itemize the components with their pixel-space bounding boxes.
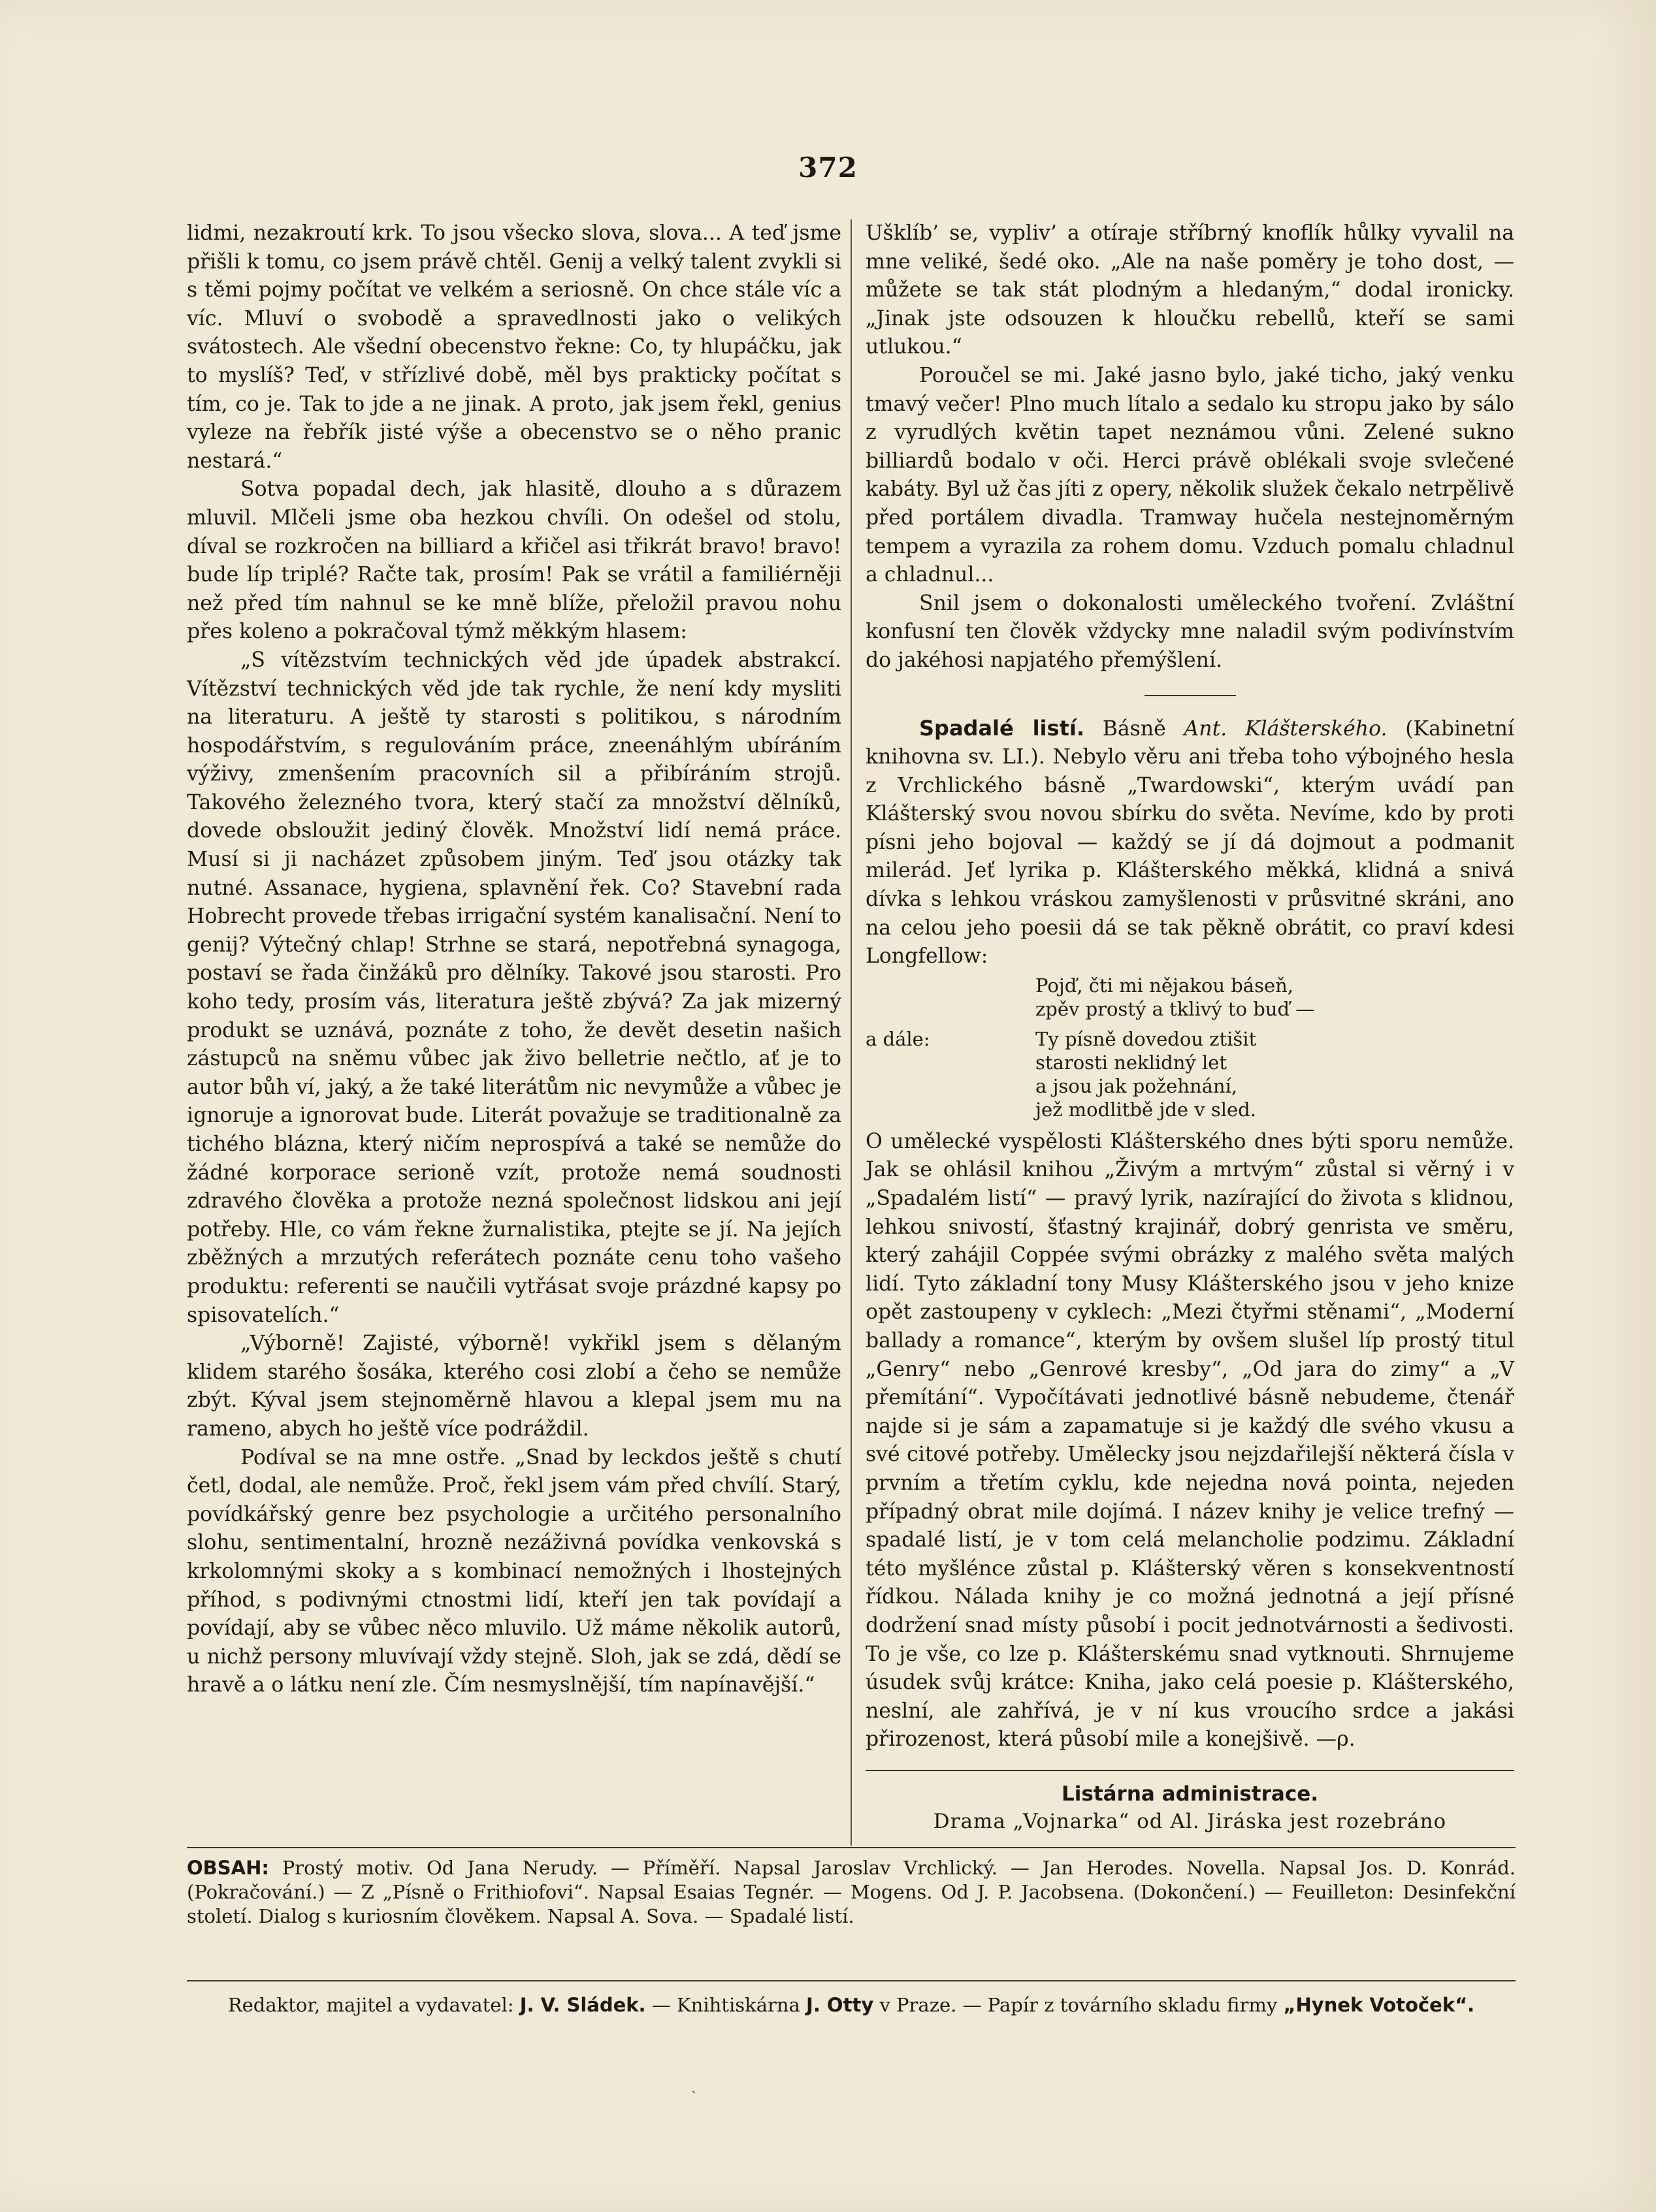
paper-speck: ˏ xyxy=(691,2076,696,2094)
poem-line: Pojď, čti mi nějakou báseň, xyxy=(1035,974,1294,997)
paragraph: Poroučel se mi. Jaké jasno bylo, jaké ticho, jaký venku tmavý večer! Plno much lítalo a sedalo ku stropu jako by sálo z vyrudlých květin tapet neznámou vůni. Zelené sukno billiardů bodalo v oči. Herci právě oblékali svoje svlečené kabáty. Byl už čas jíti z opery, několik služek čekalo netrpělivě před portálem divadla. Tramway hučela nestejnoměrným tempem a vyrazila za rohem domu. Vzduch pomalu chladnul a chladnul... xyxy=(866,363,1514,587)
listarna-text: Drama „Vojnarka“ od Al. Jiráska jest rozebráno xyxy=(933,1809,1447,1833)
column-divider xyxy=(851,219,852,1846)
imprint-editor: J. V. Sládek. xyxy=(519,1994,646,2016)
poem-quote-2 xyxy=(866,1027,1514,1121)
right-column xyxy=(866,219,1514,1835)
contents-text: Prostý motiv. Od Jana Nerudy. — Příměří. Napsal Jaroslav Vrchlický. — Jan Herodes. Novella. Napsal Jos. D. Konrád. (Pokračování.) — Z „Písně o Frithiofovi“. Napsal Esaias Tegnér. — Mogens. Od J. P. Jacobsena. (Dokončení.) — Feuilleton: Desinfekční století. Dialog s kuriosním člověkem. Napsal A. Sova. — Spadalé listí. xyxy=(187,1857,1516,1927)
poem-line: zpěv prostý a tklivý to buď — xyxy=(1035,997,1315,1020)
imprint-printer: J. Otty xyxy=(806,1994,874,2016)
poem-line: jež modlitbě jde v sled. xyxy=(1035,1098,1256,1121)
poem-line: a jsou jak požehnání, xyxy=(1035,1074,1238,1097)
listarna-heading: Listárna administrace. xyxy=(1061,1782,1319,1806)
review-paragraph xyxy=(866,714,1514,971)
review-title: Spadalé listí. xyxy=(919,715,1084,741)
imprint-top-rule xyxy=(187,1980,1516,1981)
page-number: 372 xyxy=(798,152,858,184)
review-signature: —ρ. xyxy=(1316,1727,1356,1752)
poem-line: Ty písně dovedou ztišit xyxy=(1035,1027,1257,1050)
imprint-prefix: Redaktor, majitel a vydavatel: xyxy=(227,1994,514,2016)
section-divider xyxy=(866,1770,1514,1771)
review-text: O umělecké vyspělosti Klášterského dnes býti sporu nemůže. Jak se ohlásil knihou „Živým a mrtvým“ zůstal si věrný i v „Spadalém listí“ — pravý lyrik, nazírající do života s klidnou, lehkou snivostí, šťastný krajinář, dobrý genrista ve směru, který zahájil Coppée svými obrázky z malého světa malých lidí. Tyto základní tony Musy Klášterského jsou v jeho knize opět zastoupeny v cyklech: „Mezi čtyřmi stěnami“, „Moderní ballady a romance“, kterým by ovšem slušel líp prostý titul „Genry“ nebo „Genrové kresby“, „Od jara do zimy“ a „V přemítání“. Vypočítávati jednotlivé básně nebudeme, čtenář najde si je sám a zapamatuje si je každý dle svého vkusu a své citové potřeby. Umělecky jsou nejzdařilejší některá čísla v prvním a třetím cyklu, kde nejedna nová pointa, nejeden případný obrat mile dojímá. I název knihy je velice trefný — spadalé listí, je v tom celá melancholie podzimu. Základní této myšlénce zůstal p. Klášterský věren s konsekventností řídkou. Nálada knihy je co možná jednotná a její přísné dodržení snad místy působí i pocit jednotvárnosti a šedivosti. To je vše, co lze p. Klášterskému snad vytknouti. Shrnujeme úsudek svůj krátce: Kniha, jako celá poesie p. Klášterského, neslní, ale zahřívá, je v ní kus vroucího srdce a jakási přirozenost, která působí mile a konejšivě. xyxy=(866,1129,1514,1752)
imprint xyxy=(187,1992,1516,2018)
table-of-contents xyxy=(187,1856,1516,1929)
review-paragraph xyxy=(866,1128,1514,1754)
poem-line: starosti neklidný let xyxy=(1035,1051,1227,1074)
review-text: (Kabinetní knihovna sv. LI.). Nebylo věru ani třeba toho výbojného hesla z Vrchlického básně „Twardowski“, kterým uvádí pan Klášterský svou novou sbírku do světa. Nevíme, kdo by proti písni jeho bojoval — každý se jí dá dojmout a podmanit milerád. Jeť lyrika p. Klášterského měkká, klidná a snivá dívka s lehkou vráskou zamyšlenosti v průsvitné skráni, ano na celou jeho poesii dá se tak pěkně obrátit, co praví kdesi Longfellow: xyxy=(866,716,1515,969)
paragraph: „S vítězstvím technických věd jde úpadek abstrakcí. Vítězství technických věd jde tak rychle, že není kdy mysliti na literaturu. A ještě ty starosti s politikou, s národním hospodářstvím, s regulováním práce, zneenáhlým ubíráním výživy, zmenšením pracovních sil a přibíráním strojů. Takového železného tvora, který stačí za množství dělníků, dovede obsloužit jediný člověk. Množství lidí nemá práce. Musí si ji nacházet způsobem jiným. Teď jsou otázky tak nutné. Assanace, hygiena, splavnění řek. Co? Stavební rada Hobrecht provede třebas irrigační systém kanalisační. Není to genij? Výtečný chlap! Strhne se stará, nepotřebná synagoga, postaví se řada činžáků pro dělníky. Takové jsou starosti. Pro koho tedy, prosím vás, literatura ještě zbývá? Za jak mizerný produkt se uznává, poznáte z toho, že devět desetin našich zástupců na sněmu vůbec jak živo belletrie nečtlo, ať je to autor bůh ví, jaký, a že také literátům nic nevymůže a vůbec je ignoruje a ignorovat bude. Literát považuje se traditionalně za tichého blázna, který ničím neprospívá a také se nemůže do žádné korporace serioně vzít, protože nemá soudnosti zdravého člověka a protože nezná společnost lidskou ani její potřeby. Hle, co vám řekne žurnalistika, ptejte se jí. Na jejích zběžných a mrzutých referátech poznáte cenu toho vašeho produktu: referenti se naučili vytřásat svoje prázdné kapsy po spisovatelích.“ xyxy=(187,648,841,1327)
contents-top-rule xyxy=(187,1847,1516,1848)
paragraph: lidmi, nezakroutí krk. To jsou všecko slova, slova... A teď jsme přišli k tomu, co jsem právě chtěl. Genij a velký talent zvykli si s těmi pojmy počítat ve velkém a seriosně. On chce stále víc a víc. Mluví o svobodě a spravedlnosti jako o velikých svátostech. Ale všední obecenstvo řekne: Co, ty hlupáčku, jak to myslíš? Teď, v střízlivé době, měl bys prakticky počítat s tím, co je. Tak to jde a ne jinak. A proto, jak jsem řekl, genius vyleze na řebřík jisté výše a obecenstvo se o něho pranic nestará.“ xyxy=(187,221,841,473)
section-divider xyxy=(1145,695,1236,696)
poem-quote xyxy=(866,974,1514,1021)
paragraph: Podíval se na mne ostře. „Snad by leckdos ještě s chutí četl, dodal, ale nemůže. Proč, řekl jsem vám před chvílí. Starý, povídkářský genre bez psychologie a určitého personalního slohu, sentimentalní, hrozně nezáživná povídka venkovská s krkolomnými skoky a s kombinací nemožných i lhostejných příhod, s podivnými ctnostmi lidí, kteří jen tak povídají a povídají, aby se vůbec něco mluvilo. Už máme několik autorů, u nichž persony mluvívají vždy stejně. Sloh, jak se zdá, dědí se hravě a o látku není zle. Čím nesmyslnější, tím napínavější.“ xyxy=(187,1445,841,1697)
imprint-mid: — Knihtiskárna xyxy=(651,1994,800,2016)
review-intro: Básně xyxy=(1102,716,1166,741)
paragraph: Ušklíb’ se, vypliv’ a otíraje stříbrný knoflík hůlky vyvalil na mne veliké, šedé oko. „Ale na naše poměry je toho dost, — můžete se tak stát plodným a hledaným,“ dodal ironicky. „Jinak jste odsouzen k hloučku rebellů, kteří se sami utlukou.“ xyxy=(866,221,1514,359)
review-author: Ant. Klášterského. xyxy=(1184,716,1388,741)
paragraph: „Výborně! Zajisté, výborně! vykřikl jsem s dělaným klidem starého šosáka, kterého cosi zlobí a čeho se nemůže zbýt. Kýval jsem stejnoměrně hlavou a klepal jsem mu na rameno, abych ho ještě více podráždil. xyxy=(187,1332,841,1441)
imprint-firm: „Hynek Votoček“. xyxy=(1283,1994,1475,2016)
imprint-mid: v Praze. — Papír z továrního skladu firmy xyxy=(879,1994,1278,2016)
paragraph: Snil jsem o dokonalosti uměleckého tvoření. Zvláštní konfusní ten člověk vždycky mne naladil svým podivínstvím do jakéhosi napjatého přemýšlení. xyxy=(866,591,1514,672)
contents-label: OBSAH: xyxy=(187,1857,269,1879)
paragraph: Sotva popadal dech, jak hlasitě, dlouho a s důrazem mluvil. Mlčeli jsme oba hezkou chvíli. On odešel od stolu, díval se rozkročen na billiard a křičel asi třikrát bravo! bravo! bude líp triplé? Račte tak, prosím! Pak se vrátil a familiérněji než před tím nahnul se ke mně blíže, přeložil pravou nohu přes koleno a pokračoval týmž měkkým hlasem: xyxy=(187,477,841,644)
left-column xyxy=(187,219,841,1700)
poem-lead: a dále: xyxy=(866,1027,930,1050)
